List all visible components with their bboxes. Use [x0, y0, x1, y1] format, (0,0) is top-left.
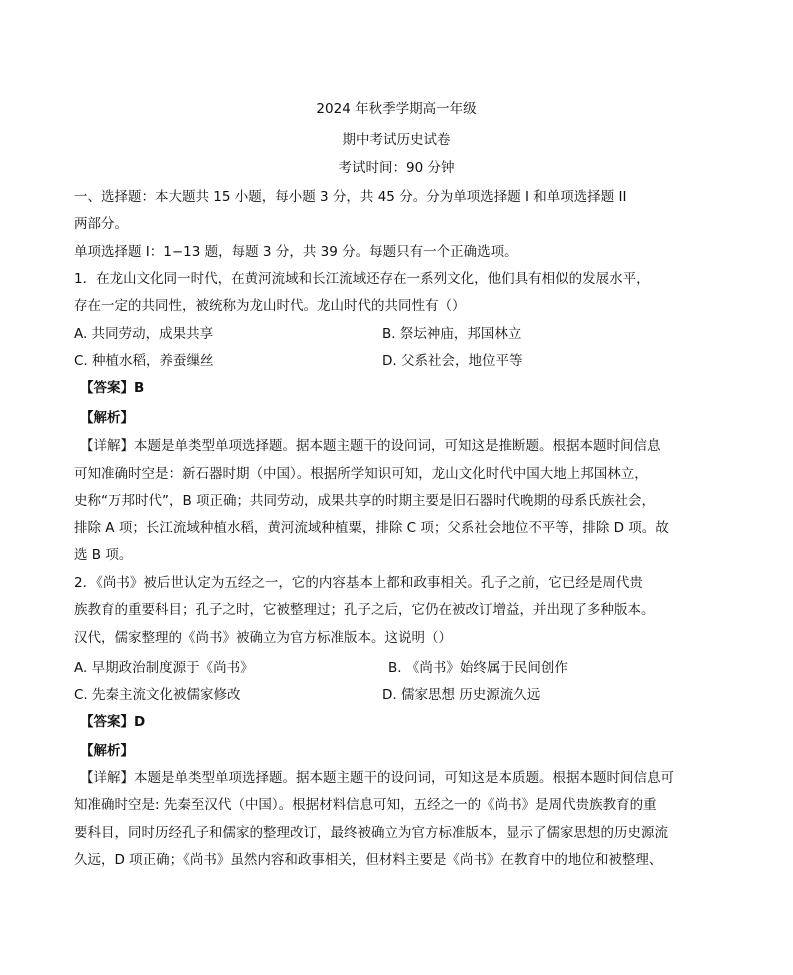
q2-detail-line-1: 【详解】本题是单类型单项选择题。据本题主题干的设问词，可知这是本质题。根据本题时间信息可 — [80, 770, 674, 786]
exam-time: 考试时间：90 分钟 — [338, 160, 455, 176]
q1-option-d: D. 父系社会，地位平等 — [382, 353, 523, 369]
q1-stem-line-1: 1．在龙山文化同一时代，在黄河流域和长江流域还存在一系列文化，他们具有相似的发展水平， — [74, 271, 650, 287]
q1-answer: 【答案】B — [80, 380, 145, 396]
q1-option-c: C. 种植水稻，养蚕缫丝 — [74, 353, 214, 369]
exam-title: 2024 年秋季学期高一年级 — [316, 101, 477, 117]
q1-stem-line-2: 存在一定的共同性，被统称为龙山时代。龙山时代的共同性有（） — [74, 298, 466, 314]
part1-instructions: 单项选择题 I：1−13 题，每题 3 分，共 39 分。每题只有一个正确选项。 — [74, 244, 518, 260]
q2-stem-line-3: 汉代，儒家整理的《尚书》被确立为官方标准版本。这说明（） — [74, 630, 452, 646]
q2-answer: 【答案】D — [80, 714, 146, 730]
q2-option-a: A. 早期政治制度源于《尚书》 — [74, 660, 254, 676]
q2-analysis-heading: 【解析】 — [80, 743, 134, 759]
q2-option-b: B. 《尚书》始终属于民间创作 — [388, 660, 568, 676]
q1-detail-line-1: 【详解】本题是单类型单项选择题。据本题主题干的设问词，可知这是推断题。根据本题时间信息 — [80, 438, 661, 454]
q2-stem-line-2: 族教育的重要科目；孔子之时，它被整理过；孔子之后，它仍在被改订增益，并出现了多种版本。 — [74, 602, 655, 618]
q1-detail-line-3: 史称“万邦时代”，B 项正确；共同劳动，成果共享的时期主要是旧石器时代晚期的母系氏族社会， — [74, 493, 656, 509]
q2-option-d: D. 儒家思想 历史源流久远 — [382, 687, 541, 703]
q2-option-c: C. 先秦主流文化被儒家修改 — [74, 687, 241, 703]
q1-option-b: B. 祭坛神庙，邦国林立 — [382, 326, 522, 342]
section-intro-line-1: 一、选择题：本大题共 15 小题，每小题 3 分，共 45 分。分为单项选择题 I 和单项选择题 II — [74, 189, 627, 205]
q2-detail-line-4: 久远，D 项正确；《尚书》虽然内容和政事相关，但材料主要是《尚书》在教育中的地位和被整理、 — [74, 852, 663, 868]
q2-stem-line-1: 2．《尚书》被后世认定为五经之一，它的内容基本上都和政事相关。孔子之前，它已经是周代贵 — [74, 575, 643, 591]
section-intro-line-2: 两部分。 — [74, 216, 128, 232]
q1-detail-line-4: 排除 A 项；长江流域种植水稻，黄河流域种植粟，排除 C 项；父系社会地位不平等，排除 D 项。故 — [74, 520, 669, 536]
q1-option-a: A. 共同劳动，成果共享 — [74, 326, 214, 342]
q1-detail-line-5: 选 B 项。 — [74, 547, 133, 563]
q2-detail-line-2: 知准确时空是: 先秦至汉代（中国）。根据材料信息可知，五经之一的《尚书》是周代贵族教育的重 — [74, 797, 657, 813]
q1-analysis-heading: 【解析】 — [80, 410, 134, 426]
exam-subtitle: 期中考试历史试卷 — [342, 132, 451, 148]
q1-detail-line-2: 可知准确时空是：新石器时期（中国）。根据所学知识可知，龙山文化时代中国大地上邦国林立， — [74, 466, 648, 482]
q2-detail-line-3: 要科目，同时历经孔子和儒家的整理改订，最终被确立为官方标准版本，显示了儒家思想的历史源流 — [74, 825, 668, 841]
